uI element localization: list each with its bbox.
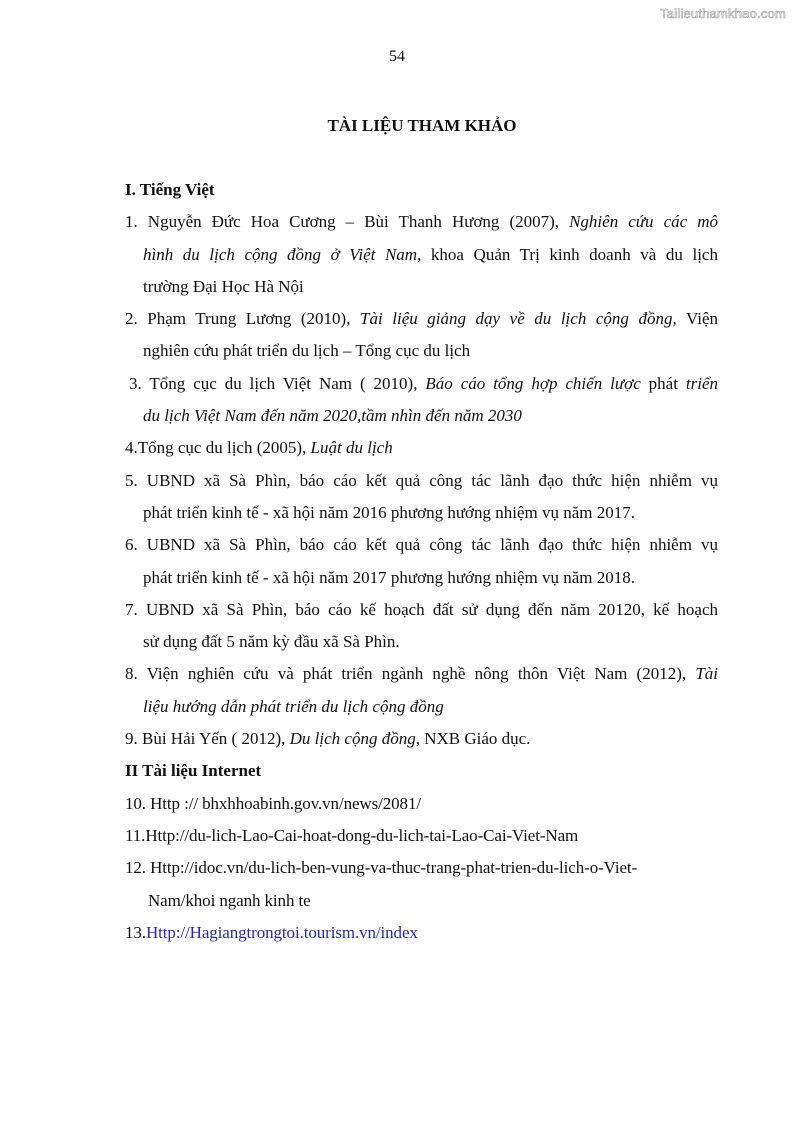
reference-7-line-1: 7. UBND xã Sà Phìn, báo cáo kế hoạch đất sử dụng đến năm 20120, kế hoạch bbox=[125, 599, 718, 619]
page-number: 54 bbox=[389, 48, 405, 65]
reference-1-line-3: trường Đại Học Hà Nội bbox=[143, 276, 304, 296]
reference-8-line-2 bbox=[125, 691, 718, 723]
reference-13-link[interactable]: Http://Hagiangtrongtoi.tourism.vn/index bbox=[145, 922, 418, 942]
reference-8-line-1 bbox=[125, 658, 718, 690]
reference-title: Du lịch cộng đồng bbox=[289, 729, 416, 749]
reference-title: hình du lịch cộng đồng ở Việt Nam, bbox=[143, 244, 422, 264]
reference-title: liệu hướng dẫn phát triển du lịch cộng đồng bbox=[143, 696, 444, 716]
reference-text: khoa Quản Trị kinh doanh và du lịch bbox=[421, 244, 718, 264]
section-heading-internet: II Tài liệu Internet bbox=[125, 761, 262, 781]
section-heading-vietnamese: I. Tiếng Việt bbox=[125, 180, 215, 199]
reference-title: du lịch Việt Nam đến năm 2020,tầm nhìn đến năm 2030 bbox=[143, 406, 522, 426]
reference-5-line-1: 5. UBND xã Sà Phìn, báo cáo kết quả công tác lãnh đạo thức hiện nhiễm vụ bbox=[125, 470, 718, 490]
reference-13 bbox=[125, 917, 718, 949]
reference-4-line-1 bbox=[125, 432, 718, 464]
reference-3-line-2 bbox=[125, 400, 718, 432]
reference-text: , Viện bbox=[672, 309, 718, 329]
reference-text: 1. Nguyễn Đức Hoa Cương – Bùi Thanh Hương (2007), bbox=[125, 212, 570, 232]
reference-title: Tài bbox=[695, 664, 718, 684]
reference-12-line-1: 12. Http://idoc.vn/du-lich-ben-vung-va-thuc-trang-phat-trien-du-lich-o-Viet- bbox=[125, 858, 638, 878]
reference-3-line-1 bbox=[125, 368, 718, 400]
reference-6-line-1: 6. UBND xã Sà Phìn, báo cáo kết quả công tác lãnh đạo thức hiện nhiễm vụ bbox=[125, 535, 718, 555]
reference-6-line-2: phát triển kinh tế - xã hội năm 2017 phương hướng nhiệm vụ năm 2018. bbox=[143, 567, 636, 587]
reference-text: 8. Viện nghiên cứu và phát triển ngành nghề nông thôn Việt Nam (2012), bbox=[125, 664, 696, 684]
reference-text: , NXB Giáo dục. bbox=[415, 729, 531, 749]
reference-title: Luật du lịch bbox=[310, 438, 393, 458]
reference-number: 13. bbox=[125, 922, 146, 942]
watermark: Tailieuthamkhao.com bbox=[660, 6, 786, 21]
reference-text: phát bbox=[640, 373, 686, 393]
reference-10: 10. Http :// bhxhhoabinh.gov.vn/news/2081/ bbox=[125, 793, 421, 813]
reference-2-line-2: nghiên cứu phát triển du lịch – Tổng cục du lịch bbox=[143, 341, 471, 361]
page-title: TÀI LIỆU THAM KHẢO bbox=[327, 116, 517, 135]
reference-text: 4.Tổng cục du lịch (2005), bbox=[125, 438, 311, 458]
reference-text: 3. Tổng cục du lịch Việt Nam ( 2010), bbox=[129, 373, 426, 393]
reference-text: 2. Phạm Trung Lương (2010), bbox=[125, 309, 361, 329]
reference-title: triển bbox=[685, 373, 719, 393]
reference-2-line-1 bbox=[125, 303, 718, 335]
reference-12-line-2: Nam/khoi nganh kinh te bbox=[148, 890, 311, 910]
reference-1-line-1 bbox=[125, 206, 718, 238]
reference-title: Báo cáo tổng hợp chiến lược bbox=[425, 373, 641, 393]
reference-text: 9. Bùi Hải Yến ( 2012), bbox=[125, 729, 290, 749]
reference-1-line-2 bbox=[125, 239, 718, 271]
reference-title: Tài liệu giảng dạy về du lịch cộng đồng bbox=[360, 309, 673, 329]
reference-11: 11.Http://du-lich-Lao-Cai-hoat-dong-du-lich-tai-Lao-Cai-Viet-Nam bbox=[125, 825, 579, 845]
reference-title: Nghiên cứu các mô bbox=[569, 212, 718, 232]
reference-7-line-2: sử dụng đất 5 năm kỳ đầu xã Sà Phìn. bbox=[143, 632, 400, 652]
reference-list bbox=[125, 174, 718, 949]
reference-9-line-1 bbox=[125, 723, 718, 755]
reference-5-line-2: phát triển kinh tế - xã hội năm 2016 phương hướng nhiệm vụ năm 2017. bbox=[143, 502, 636, 522]
